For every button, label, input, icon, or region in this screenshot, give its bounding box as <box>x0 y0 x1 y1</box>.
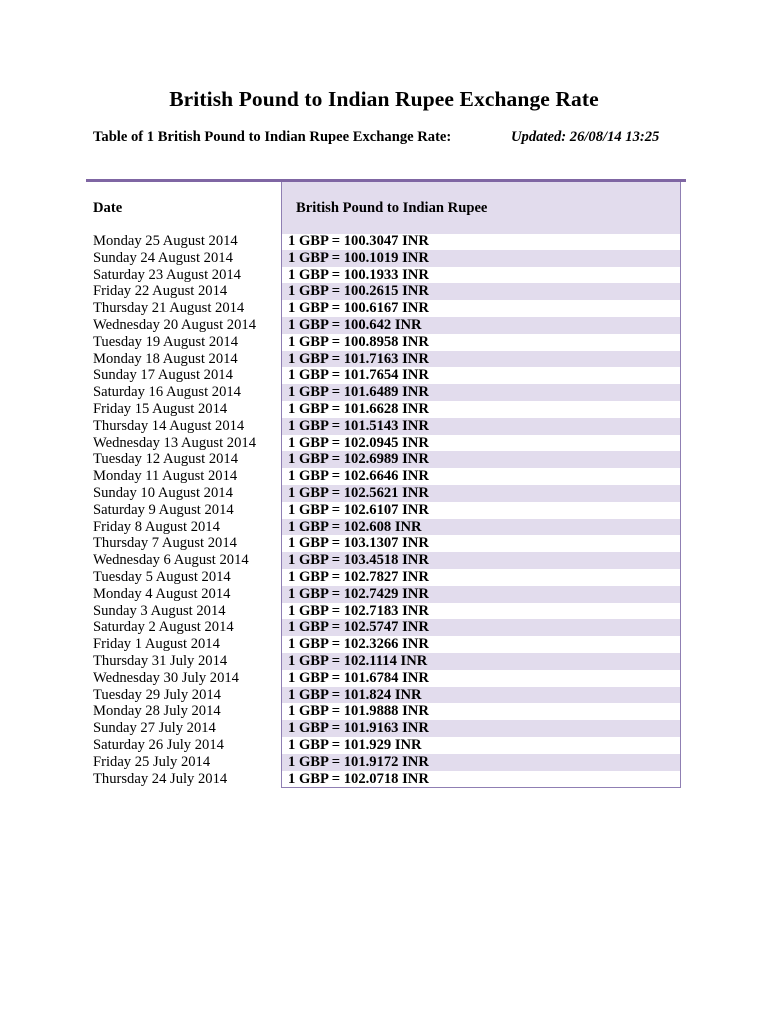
date-cell: Friday 22 August 2014 <box>93 283 228 300</box>
rate-cell: 1 GBP = 102.7183 INR <box>288 602 429 619</box>
date-cell: Tuesday 12 August 2014 <box>93 451 239 468</box>
date-cell: Thursday 14 August 2014 <box>93 417 245 434</box>
date-cell: Saturday 23 August 2014 <box>93 266 241 283</box>
rate-cell: 1 GBP = 101.7654 INR <box>288 367 429 384</box>
rate-cell: 1 GBP = 102.5621 INR <box>282 485 680 502</box>
table-row <box>0 367 768 384</box>
table-row <box>0 451 768 468</box>
date-cell: Wednesday 13 August 2014 <box>93 434 256 451</box>
date-cell: Saturday 9 August 2014 <box>93 501 234 518</box>
rate-cell: 1 GBP = 100.1019 INR <box>282 250 680 267</box>
rate-cell: 1 GBP = 102.6646 INR <box>288 468 429 485</box>
rate-cell: 1 GBP = 102.6989 INR <box>282 451 680 468</box>
rate-cell: 1 GBP = 100.1933 INR <box>288 266 429 283</box>
rate-cell: 1 GBP = 102.0718 INR <box>288 770 429 787</box>
date-cell: Monday 28 July 2014 <box>93 703 221 720</box>
table-row <box>0 317 768 334</box>
date-cell: Sunday 10 August 2014 <box>93 485 233 501</box>
table-row <box>0 619 768 636</box>
rate-cell: 1 GBP = 101.9172 INR <box>282 754 680 771</box>
rate-cell: 1 GBP = 100.6167 INR <box>288 300 429 317</box>
rate-cell: 1 GBP = 103.1307 INR <box>288 535 429 552</box>
rate-cell: 1 GBP = 101.9888 INR <box>288 703 429 720</box>
date-cell: Friday 15 August 2014 <box>93 401 228 417</box>
table-row <box>0 603 768 620</box>
table-row <box>0 653 768 670</box>
date-cell: Monday 4 August 2014 <box>93 585 231 602</box>
table-row <box>0 351 768 368</box>
rate-cell: 1 GBP = 101.824 INR <box>282 687 680 704</box>
rate-cell: 1 GBP = 101.6489 INR <box>282 384 680 401</box>
table-row <box>0 703 768 720</box>
table-row <box>0 519 768 536</box>
table-row <box>0 771 768 788</box>
table-row <box>0 250 768 267</box>
date-cell: Thursday 21 August 2014 <box>93 300 245 317</box>
table-row <box>0 300 768 317</box>
date-cell: Sunday 27 July 2014 <box>93 720 216 737</box>
rate-cell: 1 GBP = 101.5143 INR <box>282 418 680 435</box>
date-cell: Tuesday 5 August 2014 <box>93 569 231 585</box>
rate-cell: 1 GBP = 100.3047 INR <box>288 233 429 249</box>
page-title: British Pound to Indian Rupee Exchange Rate <box>169 87 599 111</box>
table-row <box>0 435 768 452</box>
table-row <box>0 670 768 687</box>
date-cell: Friday 25 July 2014 <box>93 753 211 770</box>
date-cell: Wednesday 30 July 2014 <box>93 669 239 686</box>
rate-cell: 1 GBP = 101.9163 INR <box>282 720 680 737</box>
table-caption: Table of 1 British Pound to Indian Rupee Exchange Rate: <box>93 129 452 145</box>
rate-cell: 1 GBP = 102.7827 INR <box>288 569 429 585</box>
rate-cell: 1 GBP = 102.608 INR <box>282 519 680 536</box>
date-cell: Tuesday 19 August 2014 <box>93 333 239 350</box>
table-row <box>0 687 768 704</box>
date-cell: Thursday 24 July 2014 <box>93 770 228 787</box>
table-row <box>0 283 768 300</box>
rate-cell: 1 GBP = 102.1114 INR <box>282 653 680 670</box>
table-row <box>0 233 768 250</box>
rate-cell: 1 GBP = 102.0945 INR <box>288 434 429 451</box>
rate-cell: 1 GBP = 101.7163 INR <box>282 351 680 368</box>
updated-timestamp: Updated: 26/08/14 13:25 <box>511 129 660 145</box>
rate-cell: 1 GBP = 100.642 INR <box>282 317 680 334</box>
date-cell: Monday 11 August 2014 <box>93 468 238 485</box>
date-cell: Monday 25 August 2014 <box>93 233 238 249</box>
date-cell: Tuesday 29 July 2014 <box>93 686 221 703</box>
table-row <box>0 485 768 502</box>
date-cell: Thursday 31 July 2014 <box>93 653 228 669</box>
date-cell: Monday 18 August 2014 <box>93 350 238 367</box>
table-row <box>0 754 768 771</box>
rate-cell: 1 GBP = 100.2615 INR <box>282 283 680 300</box>
rate-cell: 1 GBP = 102.7429 INR <box>282 586 680 603</box>
rate-cell: 1 GBP = 102.5747 INR <box>282 619 680 636</box>
date-cell: Thursday 7 August 2014 <box>93 535 237 552</box>
table-row <box>0 401 768 418</box>
date-cell: Wednesday 6 August 2014 <box>93 552 249 569</box>
table-row <box>0 334 768 351</box>
table-row <box>0 418 768 435</box>
date-cell: Sunday 24 August 2014 <box>93 249 233 266</box>
table-row <box>0 552 768 569</box>
date-cell: Saturday 2 August 2014 <box>93 619 234 636</box>
rate-cell: 1 GBP = 101.6784 INR <box>288 669 429 686</box>
date-cell: Saturday 16 August 2014 <box>93 384 241 401</box>
date-cell: Saturday 26 July 2014 <box>93 737 224 753</box>
table-row <box>0 737 768 754</box>
table-row <box>0 468 768 485</box>
rate-cell: 1 GBP = 101.929 INR <box>288 737 422 753</box>
date-cell: Sunday 17 August 2014 <box>93 367 233 384</box>
rate-cell: 1 GBP = 103.4518 INR <box>282 552 680 569</box>
rate-cell: 1 GBP = 102.3266 INR <box>288 636 429 653</box>
date-cell: Wednesday 20 August 2014 <box>93 317 256 333</box>
subtitle-row <box>93 129 673 149</box>
rate-column-header: British Pound to Indian Rupee <box>296 200 488 216</box>
table-row <box>0 535 768 552</box>
date-cell: Friday 1 August 2014 <box>93 636 220 653</box>
table-row <box>0 502 768 519</box>
table-row <box>0 569 768 586</box>
rate-cell: 1 GBP = 102.6107 INR <box>288 501 429 518</box>
table-row <box>0 586 768 603</box>
date-cell: Sunday 3 August 2014 <box>93 602 226 619</box>
rate-cell: 1 GBP = 101.6628 INR <box>288 401 429 417</box>
table-row <box>0 267 768 284</box>
table-row <box>0 636 768 653</box>
date-cell: Friday 8 August 2014 <box>93 518 220 535</box>
table-row <box>0 720 768 737</box>
date-column-header: Date <box>93 200 123 216</box>
table-row <box>0 384 768 401</box>
rate-cell: 1 GBP = 100.8958 INR <box>288 333 429 350</box>
